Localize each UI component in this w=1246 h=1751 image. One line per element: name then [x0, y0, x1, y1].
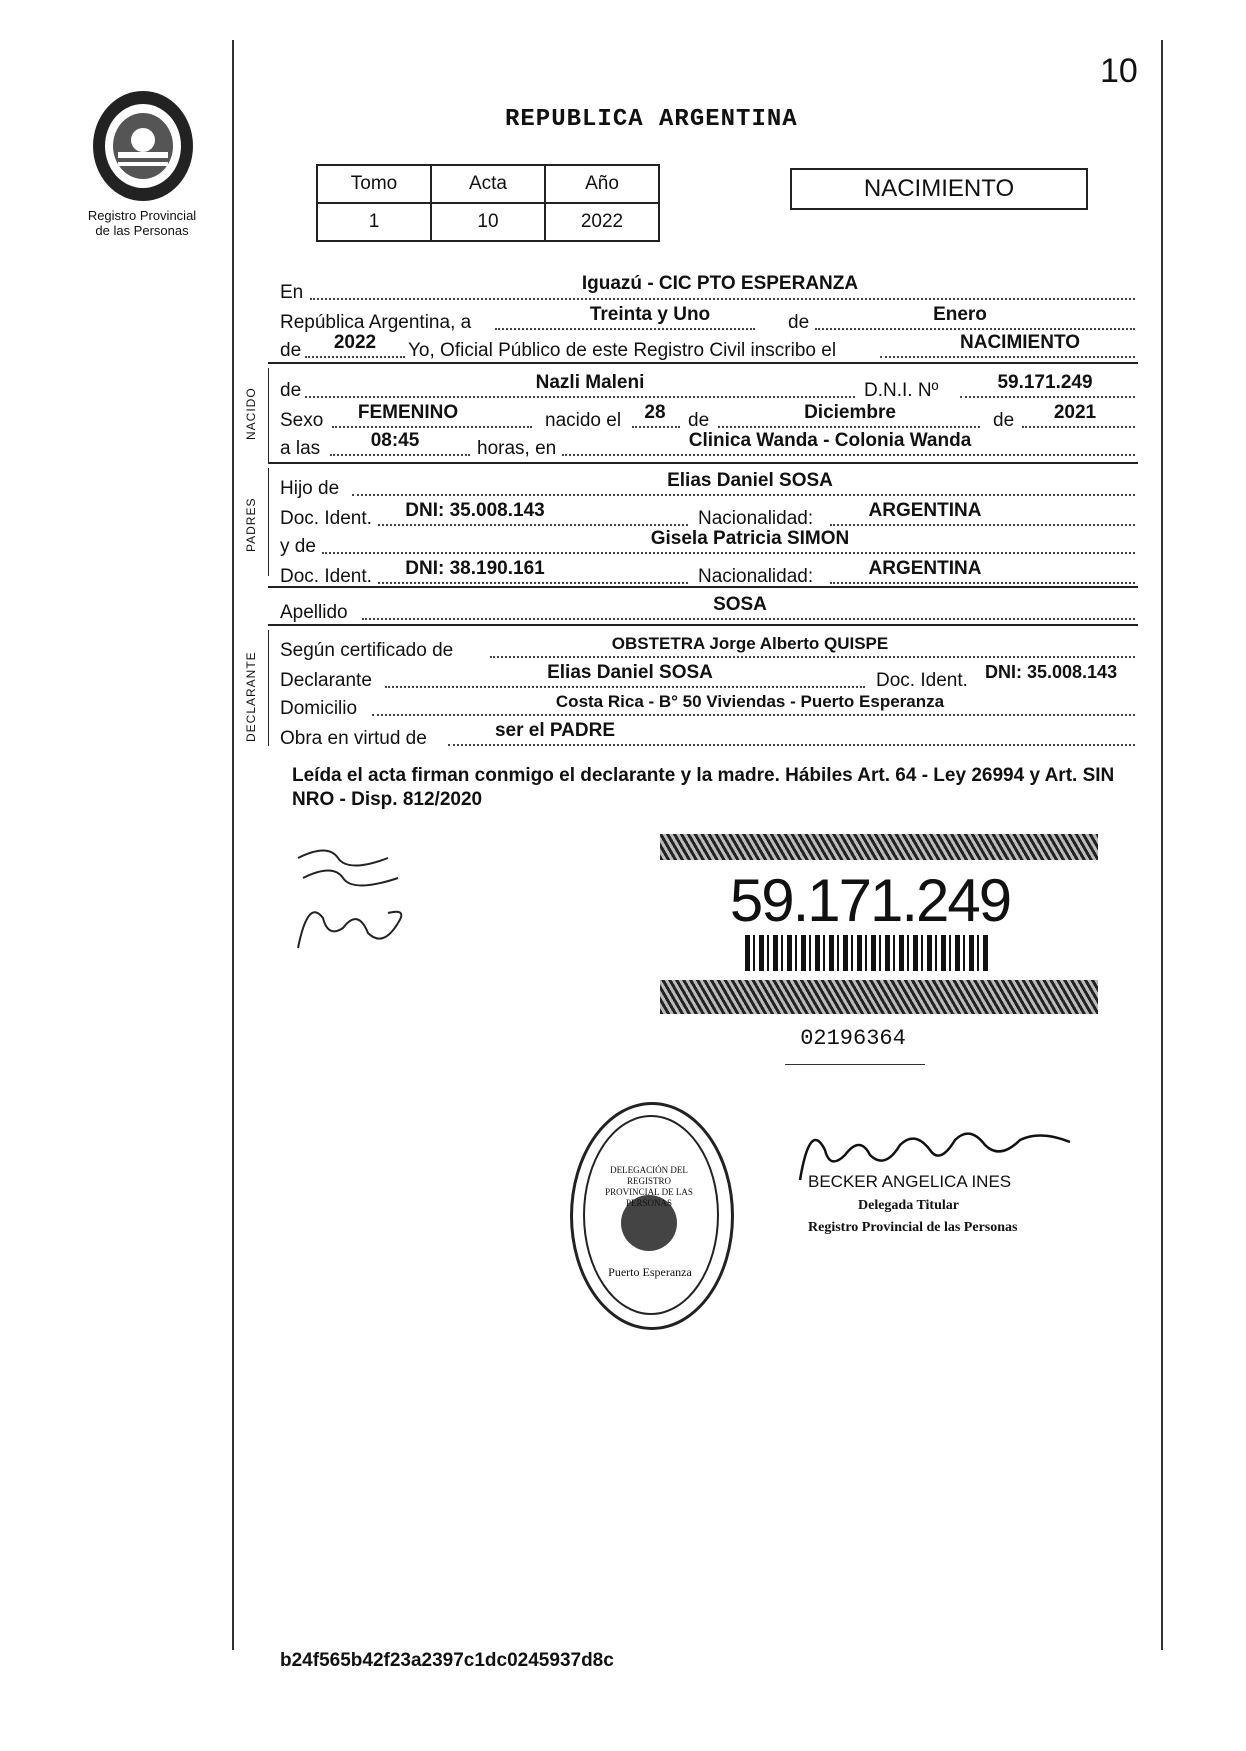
label-doc-ident-declarante: Doc. Ident.: [876, 670, 968, 691]
official-office: Registro Provincial de las Personas: [808, 1220, 1018, 1235]
label-de-2: de: [993, 410, 1015, 431]
sticker-barcode: [745, 935, 991, 971]
ref-header-acta: Acta: [431, 165, 545, 203]
value-domicilio: Costa Rica - B° 50 Viviendas - Puerto Esperanza: [555, 692, 945, 711]
value-madre-nac: ARGENTINA: [868, 558, 982, 579]
value-madre: Gisela Patricia SIMON: [650, 528, 850, 549]
value-dni: 59.171.249: [997, 372, 1093, 393]
label-en: En: [280, 282, 304, 303]
sticker-pattern-bottom: [660, 980, 1098, 1014]
label-hijo-de: Hijo de: [280, 478, 340, 499]
seal-inner-text: Puerto Esperanza: [608, 1265, 692, 1279]
value-anio: 2022: [333, 332, 377, 353]
official-title: Delegada Titular: [858, 1198, 959, 1213]
section-nacido: NACIDO: [244, 387, 258, 440]
label-y-de: y de: [280, 536, 316, 557]
province-logo: [88, 88, 198, 211]
label-obra: Obra en virtud de: [280, 728, 427, 749]
right-margin-line: [1161, 40, 1163, 1650]
value-virtud: ser el PADRE: [494, 720, 616, 741]
label-nacido-el: nacido el: [545, 410, 622, 431]
value-hora: 08:45: [370, 430, 420, 451]
label-doc-ident-padre: Doc. Ident.: [280, 508, 372, 529]
label-horas-en: horas, en: [477, 438, 557, 459]
ref-value-anio: 2022: [545, 203, 659, 241]
value-dia-letras: Treinta y Uno: [589, 304, 711, 325]
page-number: 10: [1100, 52, 1138, 90]
ref-header-tomo: Tomo: [317, 165, 431, 203]
left-margin-line: [232, 40, 234, 1650]
label-de-nombre: de: [280, 380, 302, 401]
value-certificado: OBSTETRA Jorge Alberto QUISPE: [611, 634, 889, 653]
label-de-1: de: [688, 410, 710, 431]
act-type-box: NACIMIENTO: [790, 168, 1088, 210]
label-de-mes: de: [788, 312, 810, 333]
label-de-anio: de: [280, 340, 302, 361]
label-doc-ident-madre: Doc. Ident.: [280, 566, 372, 587]
footer-hash: b24f565b42f23a2397c1dc0245937d8c: [280, 1650, 614, 1671]
value-declarante-dni: DNI: 35.008.143: [985, 662, 1118, 682]
sticker-pattern-top: [660, 834, 1098, 860]
label-republica: República Argentina, a: [280, 312, 472, 333]
registry-name: Registro Provincial de las Personas: [87, 208, 197, 238]
label-domicilio: Domicilio: [280, 698, 358, 719]
signature-declarante: [288, 838, 418, 963]
sticker-dni-number: 59.171.249: [729, 867, 1011, 934]
value-apellido: SOSA: [713, 594, 767, 615]
value-padre-dni: DNI: 35.008.143: [405, 500, 545, 521]
official-name: BECKER ANGELICA INES: [808, 1172, 1012, 1191]
value-padre: Elias Daniel SOSA: [667, 470, 833, 491]
ref-value-acta: 10: [431, 203, 545, 241]
value-madre-dni: DNI: 38.190.161: [405, 558, 545, 579]
label-nacionalidad-madre: Nacionalidad:: [698, 566, 814, 587]
section-padres: PADRES: [244, 497, 258, 552]
value-declarante: Elias Daniel SOSA: [547, 662, 713, 683]
label-apellido: Apellido: [280, 602, 348, 623]
ref-table: [316, 164, 660, 242]
label-nacionalidad-padre: Nacionalidad:: [698, 508, 814, 529]
label-dni: D.N.I. Nº: [864, 380, 939, 401]
value-nombre: Nazli Maleni: [535, 372, 645, 393]
seal-outer-text: DELEGACIÓN DEL REGISTRO PROVINCIAL DE LAS PERSONAS: [605, 1165, 693, 1208]
label-segun: Según certificado de: [280, 640, 454, 661]
value-lugar: Iguazú - CIC PTO ESPERANZA: [581, 273, 859, 294]
country-title: REPUBLICA ARGENTINA: [505, 106, 798, 133]
ref-header-anio: Año: [545, 165, 659, 203]
value-padre-nac: ARGENTINA: [868, 500, 982, 521]
sticker-serial: 02196364: [800, 1026, 906, 1051]
value-nac-anio: 2021: [1053, 402, 1097, 423]
label-a-las: a las: [280, 438, 321, 459]
ref-value-tomo: 1: [317, 203, 431, 241]
value-nac-dia: 28: [644, 402, 666, 423]
label-sexo: Sexo: [280, 410, 324, 431]
label-declarante: Declarante: [280, 670, 372, 691]
value-sexo: FEMENINO: [357, 402, 459, 423]
closing-text: Leída el acta firman conmigo el declarante y la madre. Hábiles Art. 64 - Ley 26994 y Art. SIN NRO - Disp. 812/2020: [292, 765, 1115, 810]
section-declarante: DECLARANTE: [244, 651, 258, 742]
value-mes: Enero: [933, 304, 987, 325]
value-tipo: NACIMIENTO: [960, 332, 1080, 353]
value-nac-mes: Diciembre: [804, 402, 896, 423]
value-lugar-nac: Clinica Wanda - Colonia Wanda: [688, 430, 972, 451]
official-seal: [570, 1102, 734, 1330]
label-oficial: Yo, Oficial Público de este Registro Civil inscribo el: [408, 340, 837, 361]
